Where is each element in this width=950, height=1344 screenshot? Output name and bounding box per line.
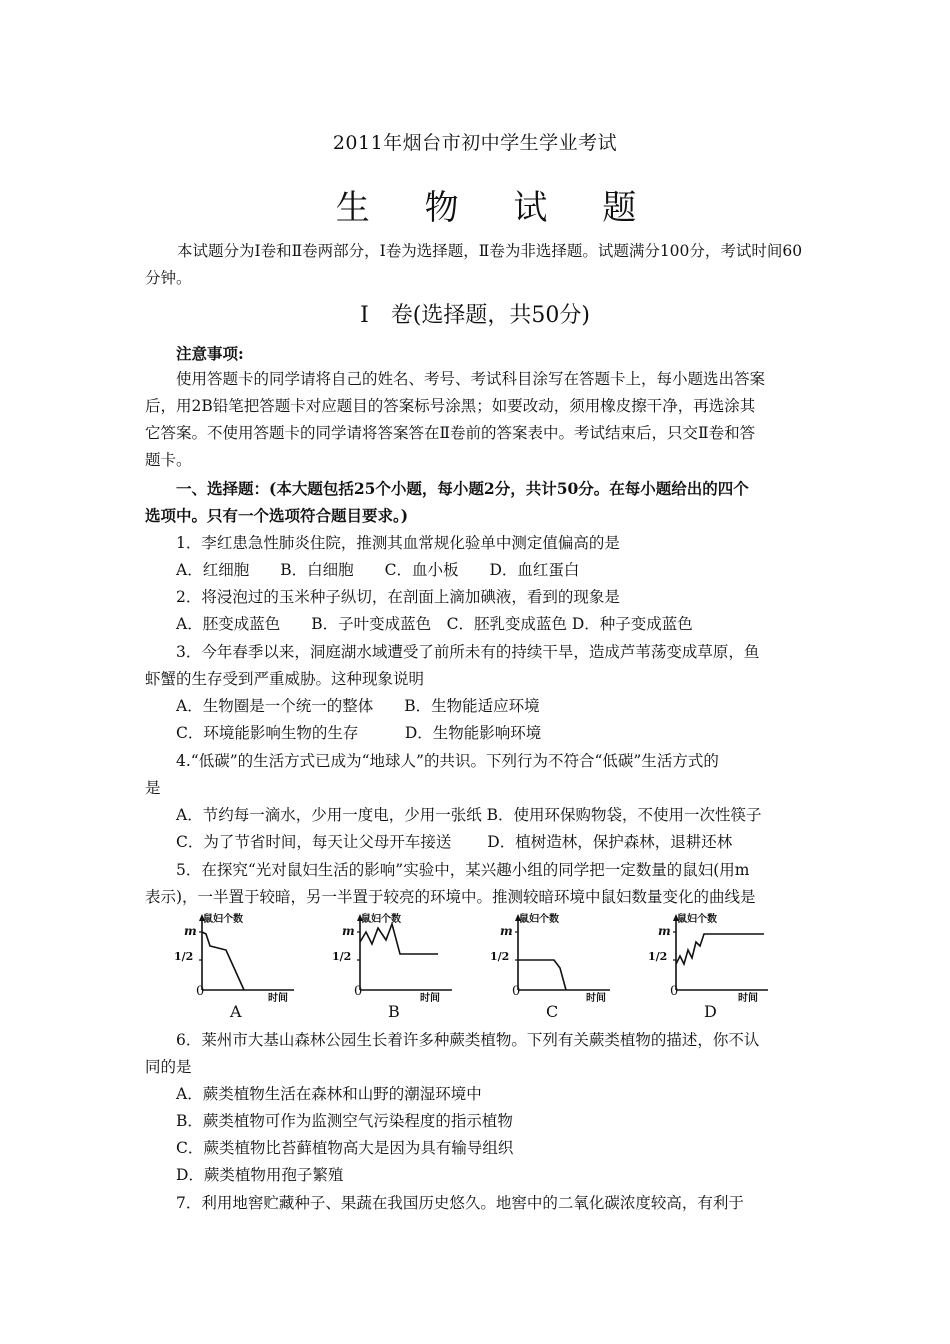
graph-option-label: A — [230, 1002, 242, 1021]
graph-m-label: m — [500, 924, 513, 938]
question-6-option-d: D．蕨类植物用孢子繁殖 — [176, 1166, 344, 1184]
question-6-option-c: C．蕨类植物比苔藓植物高大是因为具有输导组织 — [176, 1139, 514, 1157]
question-1-options: A．红细胞 B．白细胞 C．血小板 D．血红蛋白 — [176, 561, 580, 579]
question-6-option-a: A．蕨类植物生活在森林和山野的潮湿环境中 — [176, 1085, 482, 1103]
graph-b — [320, 912, 470, 1022]
part-one-heading: 选项中。只有一个选项符合题目要求。) — [145, 506, 409, 525]
graph-y-label: 鼠妇个数 — [203, 914, 243, 925]
question-4-stem: 是 — [145, 779, 161, 797]
question-5-stem: 表示)，一半置于较暗，另一半置于较亮的环境中。推测较暗环境中鼠妇数量变化的曲线是 — [145, 888, 756, 906]
part-one-heading: 一、选择题：(本大题包括25个小题，每小题2分，共计50分。在每小题给出的四个 — [176, 479, 749, 498]
intro-paragraph: 本试题分为I卷和Ⅱ卷两部分，I卷为选择题，Ⅱ卷为非选择题。试题满分100分，考试时间60分钟。 — [145, 242, 803, 287]
graph-zero-label: 0 — [196, 984, 205, 999]
notice-line: 后，用2B铅笔把答题卡对应题目的答案标号涂黑；如要改动，须用橡皮擦干净，再选涂其 — [145, 397, 756, 415]
graph-option-label: C — [546, 1002, 559, 1021]
question-4-options: A．节约每一滴水，少用一度电，少用一张纸 B．使用环保购物袋，不使用一次性筷子 — [176, 806, 762, 824]
notice-line: 题卡。 — [145, 451, 192, 469]
graph-option-label: B — [388, 1002, 400, 1021]
graph-m-label: m — [342, 924, 355, 938]
graph-d — [636, 912, 786, 1022]
question-1-stem: 1．李红患急性肺炎住院，推测其血常规化验单中测定值偏高的是 — [176, 534, 620, 552]
graph-y-label: 鼠妇个数 — [361, 914, 401, 925]
graph-zero-label: 0 — [670, 984, 679, 999]
graph-m-label: m — [184, 924, 197, 938]
graph-x-label: 时间 — [586, 993, 606, 1004]
question-6-stem: 同的是 — [145, 1058, 192, 1076]
question-6-stem: 6．莱州市大基山森林公园生长着许多种蕨类植物。下列有关蕨类植物的描述，你不认 — [176, 1031, 760, 1049]
subject-title: 生 物 试 题 — [335, 188, 659, 228]
graph-zero-label: 0 — [512, 984, 521, 999]
notice-line: 它答案。不使用答题卡的同学请将答案答在Ⅱ卷前的答案表中。考试结束后，只交Ⅱ卷和答 — [145, 424, 756, 442]
graph-y-label: 鼠妇个数 — [519, 914, 559, 925]
question-2-options: A．胚变成蓝色 B．子叶变成蓝色 C．胚乳变成蓝色 D．种子变成蓝色 — [176, 615, 693, 633]
question-5-stem: 5．在探究“光对鼠妇生活的影响”实验中，某兴趣小组的同学把一定数量的鼠妇(用m — [176, 861, 750, 879]
section-title: I 卷(选择题，共50分) — [360, 303, 590, 328]
graph-half-label: 1/2 — [174, 950, 194, 963]
question-4-options: C．为了节省时间，每天让父母开车接送 D．植树造林，保护森林，退耕还林 — [176, 833, 733, 851]
graph-half-label: 1/2 — [648, 950, 668, 963]
question-7-stem: 7．利用地窖贮藏种子、果蔬在我国历史悠久。地窖中的二氧化碳浓度较高，有利于 — [176, 1194, 744, 1212]
graph-half-label: 1/2 — [490, 950, 510, 963]
graph-y-label: 鼠妇个数 — [677, 914, 717, 925]
question-3-stem: 3．今年春季以来，洞庭湖水域遭受了前所未有的持续干旱，造成芦苇荡变成草原，鱼 — [176, 643, 760, 661]
notice-line: 使用答题卡的同学请将自己的姓名、考号、考试科目涂写在答题卡上，每小题选出答案 — [176, 370, 766, 388]
graph-x-label: 时间 — [738, 993, 758, 1004]
exam-title: 2011年烟台市初中学生学业考试 — [332, 132, 618, 154]
graph-m-label: m — [658, 924, 671, 938]
graph-half-label: 1/2 — [332, 950, 352, 963]
graph-x-label: 时间 — [268, 993, 288, 1004]
question-4-stem: 4.“低碳”的生活方式已成为“地球人”的共识。下列行为不符合“低碳”生活方式的 — [176, 752, 719, 770]
graph-x-label: 时间 — [420, 993, 440, 1004]
question-6-option-b: B．蕨类植物可作为监测空气污染程度的指示植物 — [176, 1112, 513, 1130]
graph-c — [478, 912, 628, 1022]
question-3-options: C．环境能影响生物的生存 D．生物能影响环境 — [176, 724, 542, 742]
notice-heading: 注意事项: — [176, 344, 244, 363]
graph-a — [162, 912, 312, 1022]
question-3-stem: 虾蟹的生存受到严重威胁。这种现象说明 — [145, 670, 425, 688]
question-3-options: A．生物圈是一个统一的整体 B．生物能适应环境 — [176, 697, 540, 715]
graph-zero-label: 0 — [354, 984, 363, 999]
question-2-stem: 2．将浸泡过的玉米种子纵切，在剖面上滴加碘液，看到的现象是 — [176, 588, 620, 606]
graph-option-label: D — [704, 1002, 717, 1021]
